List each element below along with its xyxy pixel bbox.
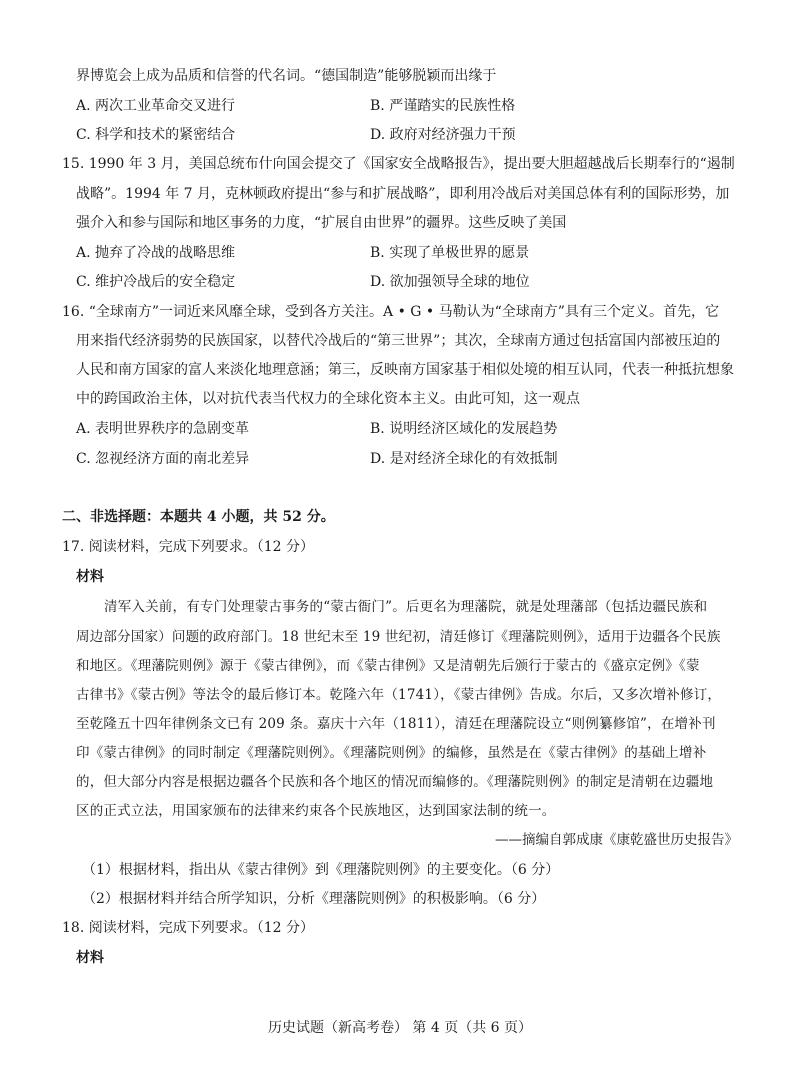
- q17-material-line-7: 的，但大部分内容是根据边疆各个民族和各个地区的情况而编修的。《理藩院则例》的制定是清朝在边疆地: [76, 774, 714, 790]
- page-footer: 历史试题（新高考卷） 第 4 页（共 6 页）: [267, 1020, 533, 1036]
- q17-material-line-6: 印《蒙古律例》的同时制定《理藩院则例》。《理藩院则例》的编修，虽然是在《蒙古律例》的基础上增补: [76, 745, 707, 761]
- q14-option-b: B. 严谨踏实的民族性格: [370, 98, 516, 114]
- q16-line-4: 中的跨国政治主体，以对抗代表当代权力的全球化资本主义。由此可知，这一观点: [76, 391, 580, 407]
- q17-material-line-4: 古律书》《蒙古例》等法令的最后修订本。乾隆六年（1741），《蒙古律例》告成。尔后，又多次增补修订，: [76, 687, 722, 703]
- q17-material-line-5: 至乾隆五十四年律例条文已有 209 条。嘉庆十六年（1811），清廷在理藩院设立“则例纂修馆”，在增补刊: [76, 716, 716, 732]
- q15-line-1: 15. 1990 年 3 月，美国总统布什向国会提交了《国家安全战略报告》，提出要大胆超越战后长期奉行的“遏制: [62, 156, 735, 172]
- q18-stem: 18. 阅读材料，完成下列要求。（12 分）: [62, 920, 314, 936]
- q16-option-a: A. 表明世界秩序的急剧变革: [76, 421, 250, 437]
- q17-material-line-3: 和地区。《理藩院则例》源于《蒙古律例》，而《蒙古律例》又是清朝先后颁行于蒙古的《盛京定例》《蒙: [76, 658, 700, 674]
- q15-option-a: A. 抛弃了冷战的战略思维: [76, 245, 236, 261]
- q16-line-3: 人民和南方国家的富人来淡化地理意涵；第三，反映南方国家基于相似处境的相互认同，代表一种抵抗想象: [76, 362, 734, 378]
- q17-stem: 17. 阅读材料，完成下列要求。（12 分）: [62, 539, 314, 555]
- q14-stem-continuation: 界博览会上成为品质和信誉的代名词。“德国制造”能够脱颖而出缘于: [76, 68, 497, 84]
- q16-option-d: D. 是对经济全球化的有效抵制: [370, 451, 558, 467]
- q15-option-d: D. 欲加强领导全球的地位: [370, 274, 530, 290]
- q16-option-b: B. 说明经济区域化的发展趋势: [370, 421, 558, 437]
- q16-line-1: 16. “全球南方”一词近来风靡全球，受到各方关注。A • G • 马勒认为“全球南方”具有三个定义。首先，它: [62, 304, 719, 320]
- q16-line-2: 用来指代经济弱势的民族国家，以替代冷战后的“第三世界”；其次，全球南方通过包括富国内部被压迫的: [76, 333, 721, 349]
- q15-option-b: B. 实现了单极世界的愿景: [370, 245, 530, 261]
- q17-material-line-2: 周边部分国家）问题的政府部门。18 世纪末至 19 世纪初，清廷修订《理藩院则例》，适用于边疆各个民族: [76, 629, 721, 645]
- q18-material-label: 材料: [76, 950, 104, 966]
- q17-subquestion-1: （1）根据材料，指出从《蒙古律例》到《理藩院则例》的主要变化。（6 分）: [82, 862, 560, 878]
- q17-material-line-8: 区的正式立法，用国家颁布的法律来约束各个民族地区，达到国家法制的统一。: [76, 803, 556, 819]
- q15-line-2: 战略”。1994 年 7 月，克林顿政府提出“参与和扩展战略”，即利用冷战后对美国总体有利的国际形势，加: [76, 186, 730, 202]
- q16-option-c: C. 忽视经济方面的南北差异: [76, 451, 250, 467]
- q17-material-label: 材料: [76, 569, 104, 585]
- q14-option-d: D. 政府对经济强力干预: [370, 127, 516, 143]
- q14-option-c: C. 科学和技术的紧密结合: [76, 127, 236, 143]
- section-2-heading: 二、非选择题：本题共 4 小题，共 52 分。: [62, 509, 335, 525]
- q15-option-c: C. 维护冷战后的安全稳定: [76, 274, 236, 290]
- q17-material-line-1: 清军入关前，有专门处理蒙古事务的“蒙古衙门”。后更名为理藩院，就是处理藩部（包括边疆民族和: [104, 599, 708, 615]
- q14-option-a: A. 两次工业革命交叉进行: [76, 98, 236, 114]
- q17-subquestion-2: （2）根据材料并结合所学知识，分析《理藩院则例》的积极影响。（6 分）: [82, 891, 546, 907]
- q15-line-3: 强介入和参与国际和地区事务的力度，“扩展自由世界”的疆界。这些反映了美国: [76, 215, 567, 231]
- q17-material-source: ——摘编自郭成康《康乾盛世历史报告》: [495, 832, 738, 848]
